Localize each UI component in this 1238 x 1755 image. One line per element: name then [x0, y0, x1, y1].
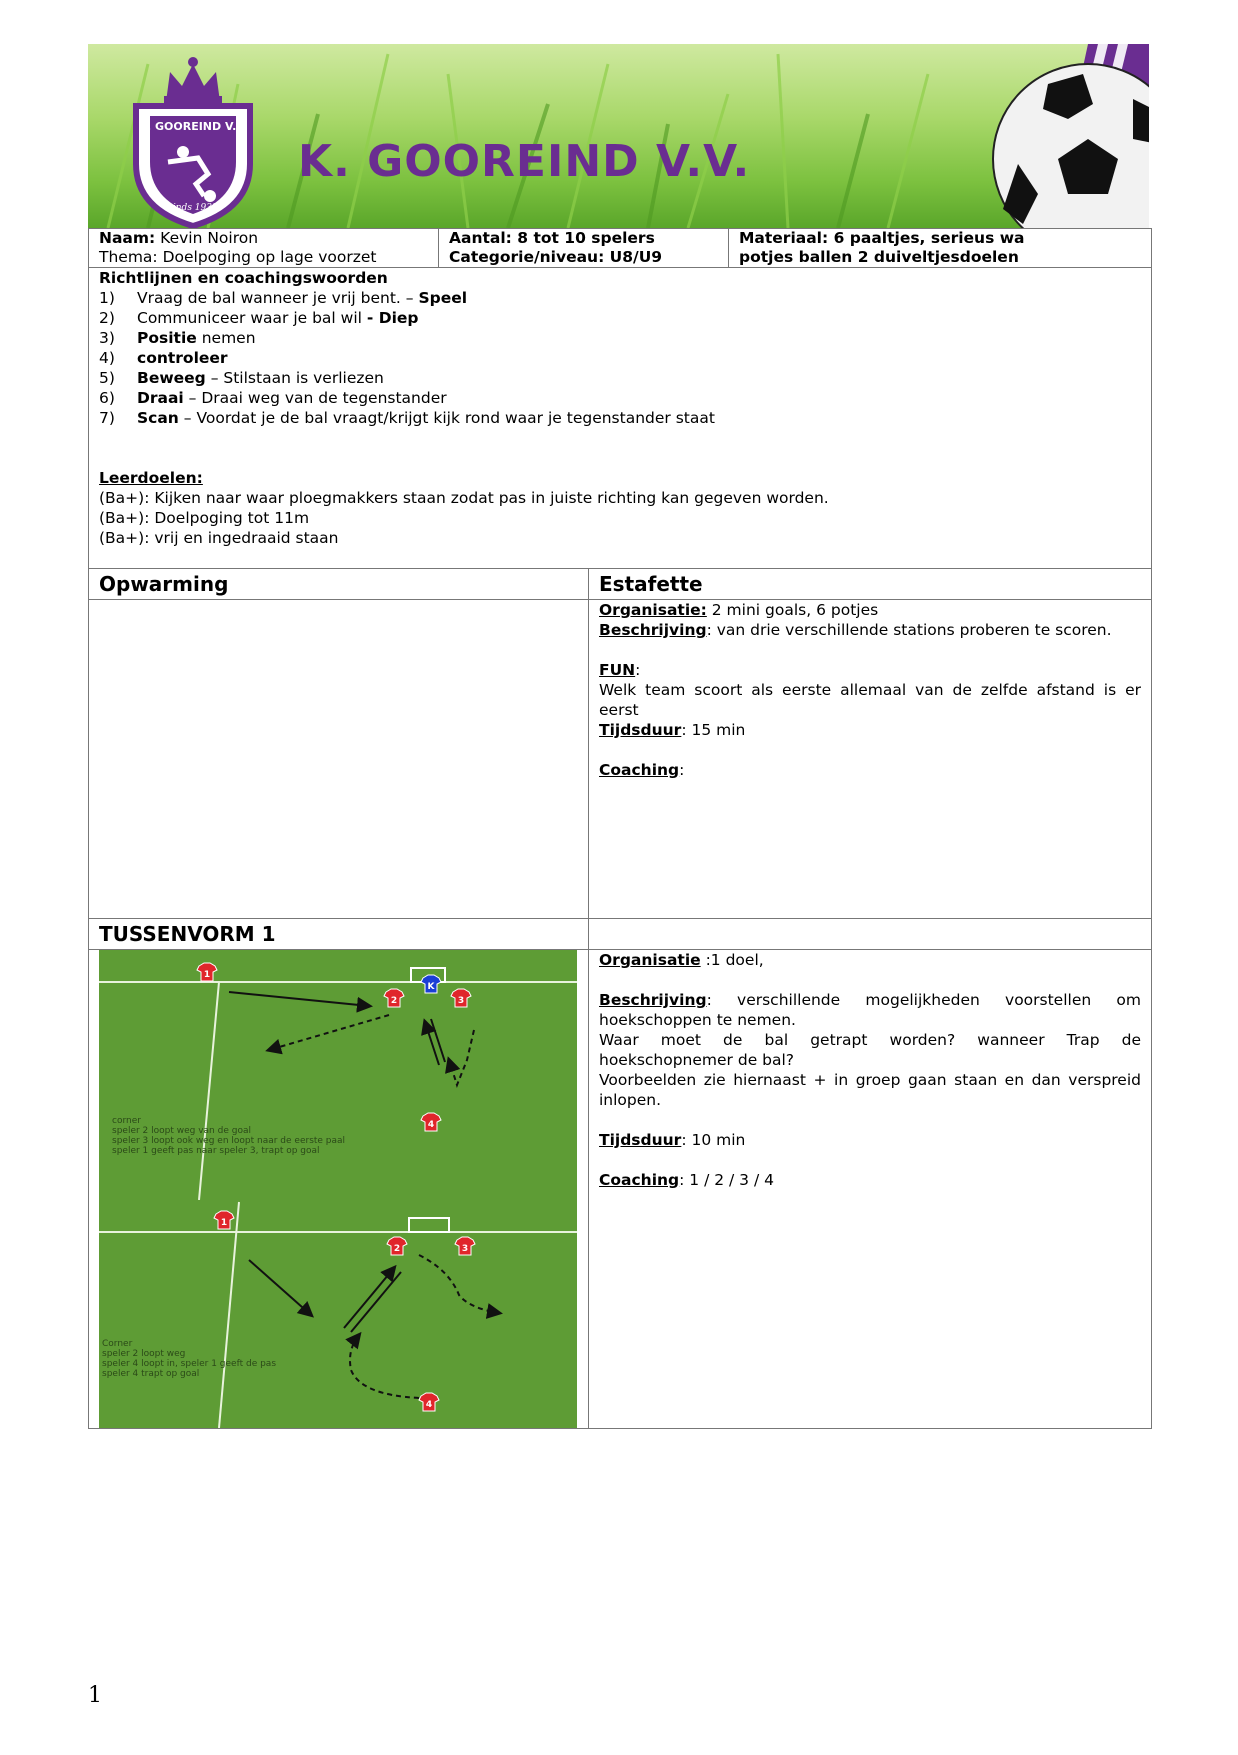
tijdsduur-label: Tijdsduur [599, 1131, 682, 1149]
richtlijnen-title: Richtlijnen en coachingswoorden [99, 269, 388, 287]
richtlijn-number: 5) [99, 369, 115, 387]
corner-diagrams [89, 950, 589, 1428]
tussenvorm-details-cell [589, 950, 1152, 1429]
svg-text:1: 1 [203, 970, 211, 980]
richtlijn-text: Scan – Voordat je de bal vraagt/krijgt kijk rond waar je tegenstander staat [137, 409, 715, 427]
richtlijn-item [99, 368, 1141, 388]
richtlijn-number: 1) [99, 289, 115, 307]
opwarming-diagram-cell [89, 600, 589, 919]
beschrijving-label: Beschrijving [599, 991, 707, 1009]
svg-text:3: 3 [457, 996, 465, 1006]
header-row [89, 229, 1152, 268]
aantal-cell [439, 229, 729, 268]
header-banner [88, 44, 1149, 228]
leerdoel-item: (Ba+): Kijken naar waar ploegmakkers staan zodat pas in juiste richting kan gegeven worden. [99, 489, 829, 507]
leerdoelen-title: Leerdoelen: [99, 469, 203, 487]
crown-icon [164, 57, 222, 104]
richtlijn-text: Positie nemen [137, 329, 256, 347]
svg-text:1: 1 [220, 1218, 228, 1228]
thema-text: Thema: Doelpoging op lage voorzet [99, 248, 377, 266]
tijdsduur-value: : 15 min [681, 721, 746, 739]
opwarming-header-row [89, 569, 1152, 600]
tussenvorm-header-row [89, 919, 1152, 950]
svg-text:2: 2 [390, 996, 398, 1006]
tussenvorm-empty-header [589, 919, 1152, 950]
opwarming-content-row [89, 600, 1152, 919]
training-sheet [88, 228, 1152, 1429]
opwarming-details-cell [589, 600, 1152, 919]
svg-text:speler 3 loopt ook weg en loop: speler 3 loopt ook weg en loopt naar de eerste paal [112, 1136, 346, 1146]
fun-label: FUN [599, 661, 636, 679]
beschrijving-line-3: Voorbeelden zie hiernaast + in groep gaan staan en dan verspreid inlopen. [599, 1071, 1141, 1109]
badge-text: K. GOOREIND V.V. [138, 120, 248, 133]
richtlijn-item [99, 408, 1141, 428]
richtlijn-item [99, 388, 1141, 408]
richtlijn-text: Draai – Draai weg van de tegenstander [137, 389, 447, 407]
organisatie-label: Organisatie [599, 951, 701, 969]
corner-diagram-2 [99, 1200, 577, 1428]
richtlijn-number: 7) [99, 409, 115, 427]
leerdoel-item: (Ba+): Doelpoging tot 11m [99, 509, 310, 527]
svg-text:K: K [427, 982, 435, 992]
tussenvorm-diagram-cell [89, 950, 589, 1429]
coaching-value: : 1 / 2 / 3 / 4 [679, 1171, 774, 1189]
richtlijn-number: 6) [99, 389, 115, 407]
organisatie-label: Organisatie: [599, 601, 707, 619]
club-title: K. GOOREIND V.V. [298, 136, 751, 187]
coaching-value: : [679, 761, 685, 779]
svg-text:4: 4 [425, 1400, 433, 1410]
naam-value: Kevin Noiron [155, 229, 259, 247]
materiaal-line2: potjes ballen 2 duiveltjesdoelen [739, 248, 1019, 266]
opwarming-title: Opwarming [89, 569, 589, 600]
materiaal-cell [729, 229, 1152, 268]
soccer-ball-icon [993, 64, 1149, 228]
svg-text:2: 2 [393, 1244, 401, 1254]
svg-text:speler 2 loopt weg: speler 2 loopt weg [102, 1349, 186, 1359]
richtlijn-text: controleer [137, 349, 228, 367]
richtlijn-item [99, 288, 1141, 308]
richtlijn-text: Vraag de bal wanneer je vrij bent. – Speel [137, 289, 468, 307]
beschrijving-label: Beschrijving [599, 621, 707, 639]
svg-text:4: 4 [427, 1120, 435, 1130]
naam-cell [89, 229, 439, 268]
svg-text:Corner: Corner [102, 1339, 133, 1349]
richtlijn-item [99, 328, 1141, 348]
svg-text:speler 4 loopt in, speler 1 ge: speler 4 loopt in, speler 1 geeft de pas [102, 1359, 277, 1369]
beschrijving-value: : van drie verschillende stations proberen te scoren. [706, 621, 1112, 639]
richtlijnen-list [99, 288, 1141, 428]
fun-colon: : [635, 661, 641, 679]
richtlijn-number: 2) [99, 309, 115, 327]
richtlijnen-row [89, 268, 1152, 569]
svg-text:speler 2 loopt weg van de goal: speler 2 loopt weg van de goal [112, 1126, 251, 1136]
richtlijn-text: Communiceer waar je bal wil - Diep [137, 309, 419, 327]
svg-text:speler 4 trapt op goal: speler 4 trapt op goal [102, 1369, 200, 1379]
svg-text:corner: corner [112, 1116, 141, 1126]
materiaal-line1: Materiaal: 6 paaltjes, serieus wa [739, 229, 1025, 247]
richtlijn-item [99, 348, 1141, 368]
badge-since-text: sinds 1933 [168, 203, 218, 213]
page-number: 1 [88, 1683, 102, 1708]
corner-diagram-1 [99, 950, 577, 1200]
naam-label: Naam: [99, 229, 156, 247]
svg-text:speler 1 geeft pas naar speler: speler 1 geeft pas naar speler 3, trapt op goal [112, 1146, 320, 1156]
richtlijn-number: 3) [99, 329, 115, 347]
tijdsduur-label: Tijdsduur [599, 721, 682, 739]
leerdoel-item: (Ba+): vrij en ingedraaid staan [99, 529, 339, 547]
svg-text:3: 3 [461, 1244, 469, 1254]
organisatie-value: :1 doel, [700, 951, 764, 969]
tijdsduur-value: : 10 min [681, 1131, 746, 1149]
club-badge-logo [136, 57, 250, 226]
tussenvorm-content-row [89, 950, 1152, 1429]
categorie-text: Categorie/niveau: U8/U9 [449, 248, 663, 266]
beschrijving-value: : verschillende mogelijkheden voorstellen om hoekschoppen te nemen. [599, 991, 1141, 1029]
tussenvorm-title: TUSSENVORM 1 [89, 919, 589, 950]
organisatie-value: 2 mini goals, 6 potjes [706, 601, 879, 619]
richtlijnen-cell [89, 268, 1152, 569]
estafette-title: Estafette [589, 569, 1152, 600]
richtlijn-text: Beweeg – Stilstaan is verliezen [137, 369, 384, 387]
fun-value: Welk team scoort als eerste allemaal van de zelfde afstand is er eerst [599, 681, 1141, 719]
aantal-text: Aantal: 8 tot 10 spelers [449, 229, 655, 247]
richtlijn-number: 4) [99, 349, 115, 367]
beschrijving-line-2: Waar moet de bal getrapt worden? wanneer Trap de hoekschopnemer de bal? [599, 1031, 1141, 1069]
richtlijn-item [99, 308, 1141, 328]
coaching-label: Coaching [599, 1171, 680, 1189]
coaching-label: Coaching [599, 761, 680, 779]
goal-icon [409, 1218, 449, 1232]
